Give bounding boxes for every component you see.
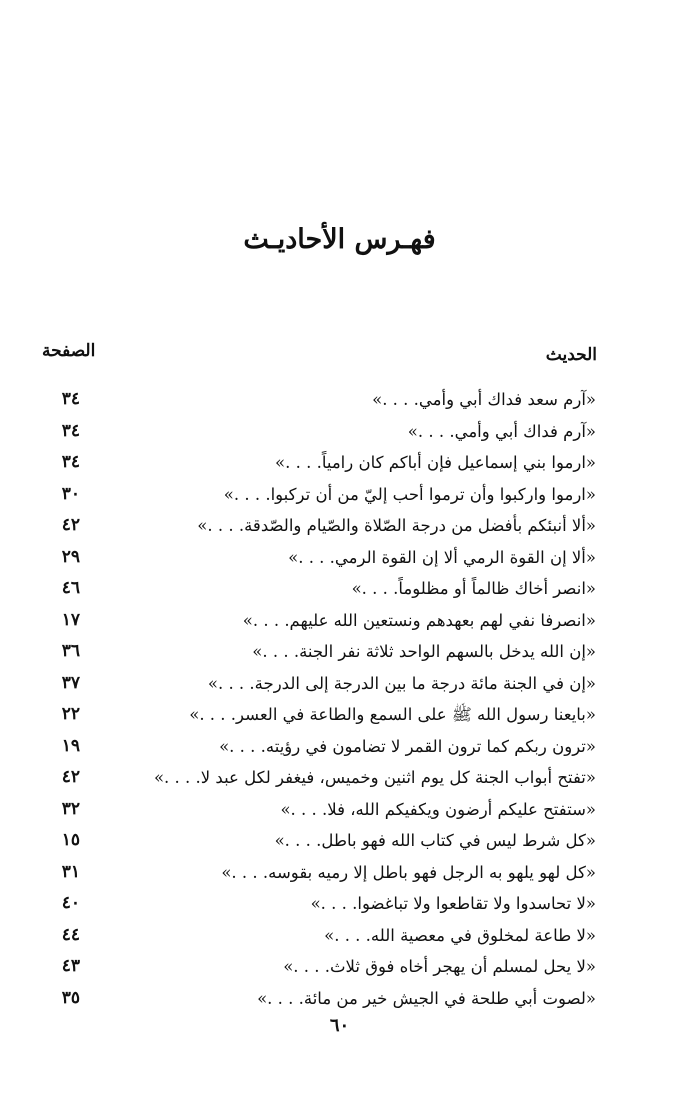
hadith-text: «إن الله يدخل بالسهم الواحد ثلاثة نفر الجنة. . . .» (252, 642, 596, 661)
hadith-text: «انصرفا نفي لهم بعهدهم ونستعين الله عليهم. . . .» (242, 610, 596, 630)
page-reference: ٢٩ (61, 546, 80, 567)
index-entry (40, 447, 596, 479)
hadith-text: «انصر أخاك ظالماً أو مظلوماً. . . .» (351, 579, 596, 598)
hadith-text: «لا تحاسدوا ولا تقاطعوا ولا تباغضوا. . . .» (310, 894, 596, 913)
page-reference: ٣٠ (61, 483, 80, 504)
page-reference: ٣٢ (61, 798, 80, 819)
index-entry (40, 825, 596, 857)
index-entry (40, 605, 596, 637)
index-entry (40, 636, 596, 668)
page-column-header: الصفحة (42, 341, 96, 361)
hadith-text: «ألا أنبئكم بأفضل من درجة الصّلاة والصّيام والصّدقة. . . .» (197, 516, 596, 535)
index-entry (40, 384, 596, 416)
page-reference: ٤٠ (61, 893, 80, 913)
page-reference: ٣١ (61, 861, 80, 882)
index-entry (40, 668, 596, 700)
hadith-text: «لصوت أبي طلحة في الجيش خير من مائة. . . .» (257, 988, 596, 1008)
page-reference: ١٥ (61, 830, 80, 850)
page-reference: ٣٤ (61, 452, 80, 472)
hadith-text: «ارموا بني إسماعيل فإن أباكم كان رامياً. . . .» (275, 453, 596, 472)
page-reference: ٣٤ (61, 420, 80, 441)
index-entry (40, 920, 596, 952)
hadith-text: «بايعنا رسول الله ﷺ على السمع والطاعة في العسر. . . .» (189, 705, 596, 724)
index-entry (40, 699, 596, 731)
index-entry (40, 762, 596, 794)
page-reference: ٣٥ (61, 987, 80, 1008)
hadith-text: «آرم سعد فداك أبي وأمي. . . .» (372, 390, 596, 409)
hadith-text: «تفتح أبواب الجنة كل يوم اثنين وخميس، فيغفر لكل عبد لا. . . .» (153, 768, 596, 787)
index-entry (40, 794, 596, 826)
page-reference: ٣٧ (61, 672, 80, 693)
index-entry (40, 479, 596, 511)
hadith-text: «إن في الجنة مائة درجة ما بين الدرجة إلى الدرجة. . . .» (207, 673, 596, 693)
index-entry (40, 951, 596, 983)
hadith-index-list (40, 384, 596, 1014)
page-reference: ٤٦ (61, 578, 80, 598)
index-entry (40, 888, 596, 920)
hadith-text: «كل شرط ليس في كتاب الله فهو باطل. . . .» (274, 831, 596, 850)
index-entry (40, 510, 596, 542)
hadith-text: «ارموا واركبوا وأن ترموا أحب إليّ من أن تركبوا. . . .» (223, 484, 596, 504)
page-reference: ٣٤ (61, 389, 80, 409)
page-reference: ٤٢ (61, 515, 80, 535)
hadith-text: «ترون ربكم كما ترون القمر لا تضامون في رؤيته. . . .» (219, 736, 596, 756)
page-reference: ٣٦ (61, 641, 80, 661)
page-reference: ٢٢ (61, 704, 80, 724)
page-reference: ١٧ (61, 609, 80, 630)
hadith-text: «كل لهو يلهو به الرجل فهو باطل إلا رميه بقوسه. . . .» (221, 862, 596, 882)
page-title: فهـرس الأحاديـث (243, 224, 436, 255)
hadith-column-header: الحديث (545, 345, 597, 365)
page-number: ٦٠ (329, 1015, 350, 1036)
page-reference: ٤٣ (61, 956, 80, 976)
index-entry (40, 983, 596, 1015)
page-reference: ١٩ (61, 735, 80, 756)
index-entry (40, 857, 596, 889)
hadith-text: «لا يحل لمسلم أن يهجر أخاه فوق ثلاث. . . .» (283, 957, 596, 976)
hadith-text: «ألا إن القوة الرمي ألا إن القوة الرمي. . . .» (288, 547, 596, 567)
index-entry (40, 731, 596, 763)
page-reference: ٤٢ (61, 767, 80, 787)
index-entry (40, 542, 596, 574)
hadith-text: «آرم فداك أبي وأمي. . . .» (407, 421, 596, 441)
page-reference: ٤٤ (61, 924, 80, 945)
hadith-text: «لا طاعة لمخلوق في معصية الله. . . .» (324, 925, 596, 945)
index-entry (40, 573, 596, 605)
hadith-text: «ستفتح عليكم أرضون ويكفيكم الله، فلا. . . .» (280, 799, 596, 819)
index-entry (40, 416, 596, 448)
